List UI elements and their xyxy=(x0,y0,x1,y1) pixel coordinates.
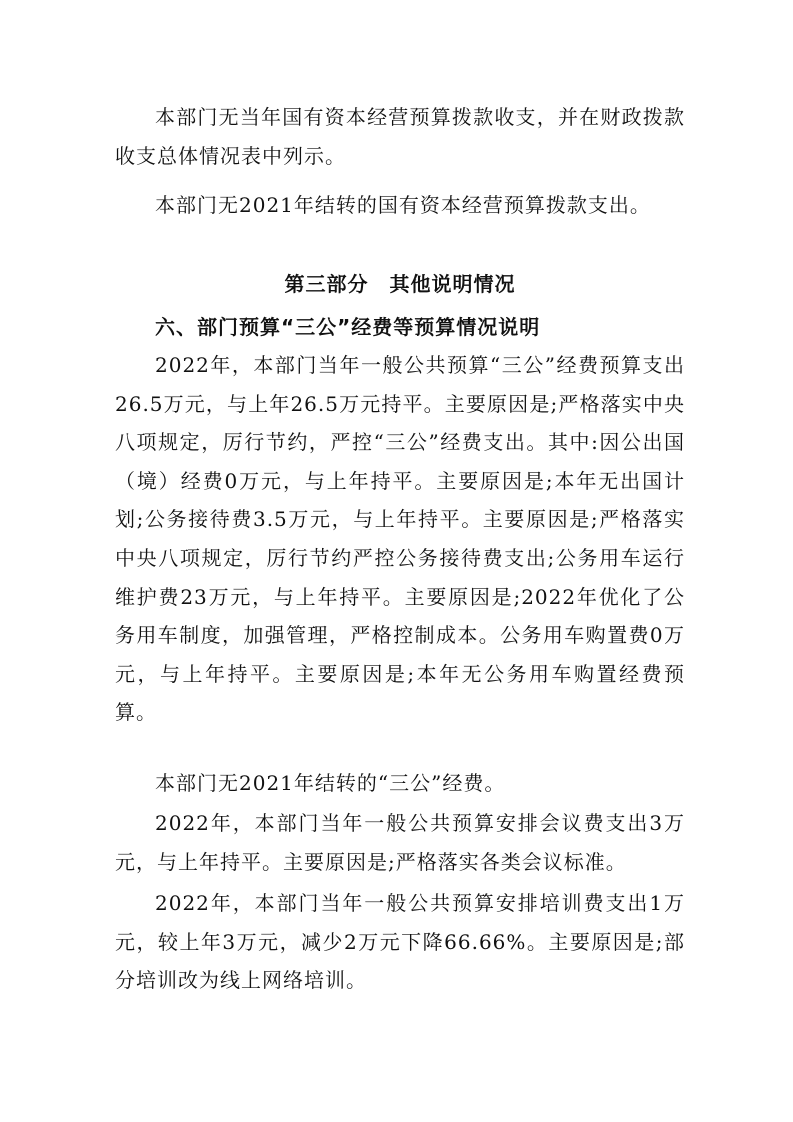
paragraph-three-public-expenses: 2022年，本部门当年一般公共预算“三公”经费预算支出26.5万元，与上年26.5万元持平。主要原因是;严格落实中央八项规定，厉行节约，严控“三公”经费支出。其中:因公出国（境）经费0万元，与上年持平。主要原因是;本年无出国计划;公务接待费3.5万元，与上年持平。主要原因是;严格落实中央八项规定，厉行节约严控公务接待费支出;公务用车运行维护费23万元，与上年持平。主要原因是;2022年优化了公务用车制度，加强管理，严格控制成本。公务用车购置费0万元，与上年持平。主要原因是;本年无公务用车购置经费预算。 xyxy=(115,353,685,725)
paragraph-state-capital-carryover: 本部门无2021年结转的国有资本经营预算拨款支出。 xyxy=(155,193,651,217)
paragraph-three-public-carryover: 本部门无2021年结转的“三公”经费。 xyxy=(155,771,506,795)
section-six-title: 六、部门预算“三公”经费等预算情况说明 xyxy=(155,315,541,339)
part-three-title: 第三部分 其他说明情况 xyxy=(284,272,516,296)
paragraph-state-capital-none: 本部门无当年国有资本经营预算拨款收支，并在财政拨款收支总体情况表中列示。 xyxy=(115,105,685,168)
paragraph-meeting-expenses: 2022年，本部门当年一般公共预算安排会议费支出3万元，与上年持平。主要原因是;严格落实各类会议标准。 xyxy=(115,811,685,874)
paragraph-training-expenses: 2022年，本部门当年一般公共预算安排培训费支出1万元，较上年3万元，减少2万元下降66.66%。主要原因是;部分培训改为线上网络培训。 xyxy=(115,891,685,993)
